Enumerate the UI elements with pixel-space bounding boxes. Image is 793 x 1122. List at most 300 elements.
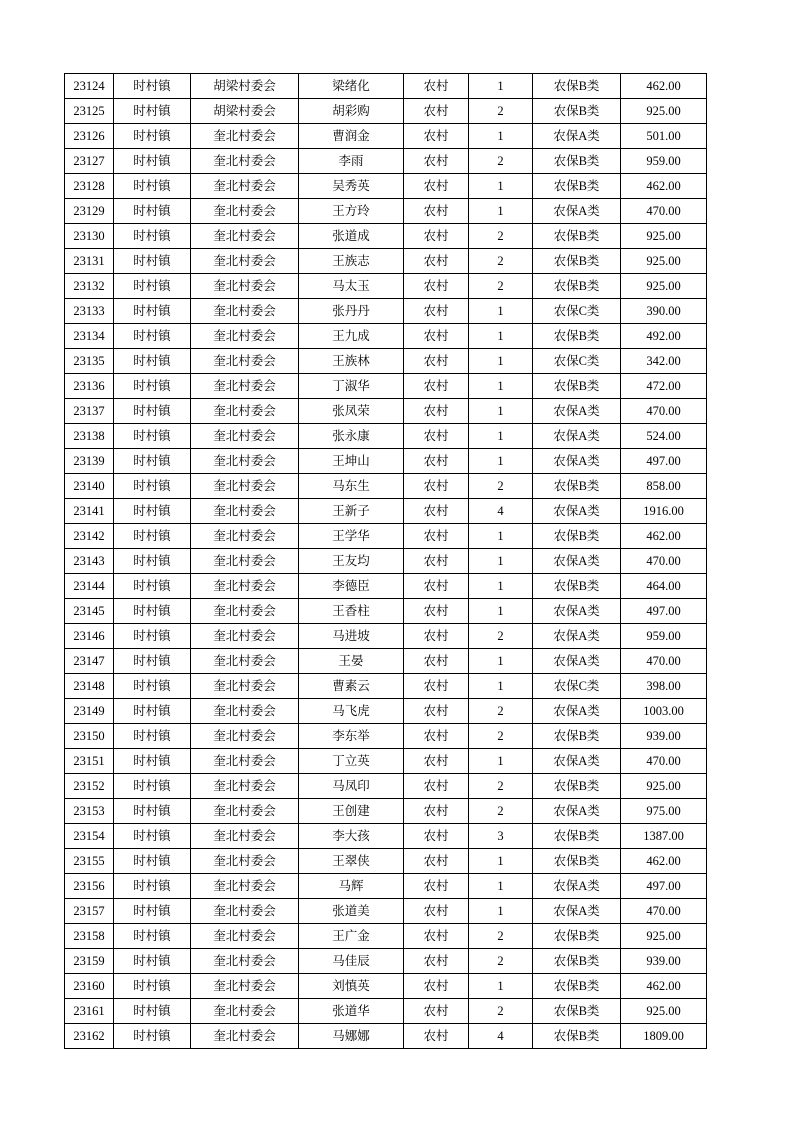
table-cell-type: 农村 — [404, 649, 469, 674]
table-cell-category: 农保A类 — [533, 899, 621, 924]
table-cell-id: 23146 — [65, 624, 114, 649]
table-cell-amount: 470.00 — [621, 549, 707, 574]
table-cell-category: 农保B类 — [533, 974, 621, 999]
table-cell-count: 1 — [469, 849, 533, 874]
table-cell-village: 奎北村委会 — [191, 374, 299, 399]
table-row — [65, 424, 707, 449]
table-cell-category: 农保B类 — [533, 1024, 621, 1049]
table-cell-amount: 925.00 — [621, 924, 707, 949]
table-cell-type: 农村 — [404, 974, 469, 999]
table-cell-town: 时村镇 — [114, 424, 191, 449]
table-cell-count: 1 — [469, 424, 533, 449]
table-cell-type: 农村 — [404, 1024, 469, 1049]
table-cell-category: 农保B类 — [533, 74, 621, 99]
table-cell-id: 23155 — [65, 849, 114, 874]
table-cell-count: 2 — [469, 224, 533, 249]
table-row — [65, 449, 707, 474]
table-cell-town: 时村镇 — [114, 824, 191, 849]
table-row — [65, 199, 707, 224]
table-cell-name: 马进坡 — [299, 624, 404, 649]
table-cell-id: 23129 — [65, 199, 114, 224]
table-cell-village: 奎北村委会 — [191, 849, 299, 874]
table-cell-town: 时村镇 — [114, 974, 191, 999]
table-cell-town: 时村镇 — [114, 674, 191, 699]
table-cell-count: 2 — [469, 274, 533, 299]
table-cell-type: 农村 — [404, 574, 469, 599]
table-cell-village: 奎北村委会 — [191, 874, 299, 899]
table-row — [65, 174, 707, 199]
table-cell-type: 农村 — [404, 599, 469, 624]
table-row — [65, 74, 707, 99]
table-cell-id: 23160 — [65, 974, 114, 999]
table-cell-amount: 470.00 — [621, 199, 707, 224]
table-cell-town: 时村镇 — [114, 574, 191, 599]
table-cell-amount: 925.00 — [621, 99, 707, 124]
table-cell-name: 马辉 — [299, 874, 404, 899]
table-cell-id: 23130 — [65, 224, 114, 249]
table-cell-category: 农保A类 — [533, 399, 621, 424]
table-cell-type: 农村 — [404, 449, 469, 474]
table-cell-town: 时村镇 — [114, 149, 191, 174]
table-cell-amount: 1916.00 — [621, 499, 707, 524]
table-cell-village: 奎北村委会 — [191, 349, 299, 374]
table-cell-count: 3 — [469, 824, 533, 849]
table-cell-name: 张凤荣 — [299, 399, 404, 424]
table-cell-village: 胡梁村委会 — [191, 74, 299, 99]
table-cell-id: 23145 — [65, 599, 114, 624]
table-cell-count: 2 — [469, 724, 533, 749]
table-row — [65, 399, 707, 424]
table-cell-town: 时村镇 — [114, 724, 191, 749]
table-cell-category: 农保B类 — [533, 774, 621, 799]
table-cell-name: 张道华 — [299, 999, 404, 1024]
table-cell-town: 时村镇 — [114, 124, 191, 149]
table-cell-name: 刘慎英 — [299, 974, 404, 999]
table-cell-name: 马佳辰 — [299, 949, 404, 974]
table-cell-type: 农村 — [404, 549, 469, 574]
table-cell-count: 1 — [469, 399, 533, 424]
table-cell-amount: 1003.00 — [621, 699, 707, 724]
table-cell-type: 农村 — [404, 999, 469, 1024]
table-row — [65, 149, 707, 174]
table-cell-village: 奎北村委会 — [191, 174, 299, 199]
table-cell-amount: 1387.00 — [621, 824, 707, 849]
table-cell-name: 王新子 — [299, 499, 404, 524]
table-cell-category: 农保A类 — [533, 124, 621, 149]
table-row — [65, 774, 707, 799]
table-cell-id: 23140 — [65, 474, 114, 499]
table-cell-name: 马飞虎 — [299, 699, 404, 724]
table-cell-name: 王广金 — [299, 924, 404, 949]
table-cell-name: 李东举 — [299, 724, 404, 749]
table-cell-count: 1 — [469, 599, 533, 624]
table-cell-name: 王族林 — [299, 349, 404, 374]
table-cell-count: 1 — [469, 199, 533, 224]
table-row — [65, 624, 707, 649]
table-cell-amount: 925.00 — [621, 774, 707, 799]
table-cell-town: 时村镇 — [114, 999, 191, 1024]
table-cell-category: 农保B类 — [533, 524, 621, 549]
table-cell-category: 农保A类 — [533, 649, 621, 674]
table-row — [65, 224, 707, 249]
table-cell-name: 李雨 — [299, 149, 404, 174]
table-cell-name: 马东生 — [299, 474, 404, 499]
table-cell-village: 奎北村委会 — [191, 624, 299, 649]
table-cell-category: 农保A类 — [533, 499, 621, 524]
table-cell-category: 农保B类 — [533, 249, 621, 274]
table-cell-town: 时村镇 — [114, 499, 191, 524]
table-cell-category: 农保B类 — [533, 999, 621, 1024]
table-cell-village: 奎北村委会 — [191, 199, 299, 224]
table-cell-town: 时村镇 — [114, 849, 191, 874]
table-cell-village: 奎北村委会 — [191, 274, 299, 299]
table-cell-type: 农村 — [404, 399, 469, 424]
table-cell-id: 23147 — [65, 649, 114, 674]
table-cell-type: 农村 — [404, 499, 469, 524]
table-cell-count: 1 — [469, 449, 533, 474]
table-cell-id: 23133 — [65, 299, 114, 324]
table-cell-type: 农村 — [404, 949, 469, 974]
table-cell-village: 奎北村委会 — [191, 1024, 299, 1049]
table-cell-type: 农村 — [404, 299, 469, 324]
table-cell-town: 时村镇 — [114, 199, 191, 224]
table-row — [65, 474, 707, 499]
table-cell-name: 王晏 — [299, 649, 404, 674]
table-row — [65, 299, 707, 324]
table-cell-name: 丁立英 — [299, 749, 404, 774]
table-cell-count: 2 — [469, 999, 533, 1024]
table-cell-name: 梁绪化 — [299, 74, 404, 99]
table-cell-village: 奎北村委会 — [191, 299, 299, 324]
table-cell-category: 农保B类 — [533, 324, 621, 349]
table-cell-count: 1 — [469, 874, 533, 899]
table-cell-id: 23127 — [65, 149, 114, 174]
table-cell-village: 奎北村委会 — [191, 724, 299, 749]
table-row — [65, 824, 707, 849]
table-cell-count: 1 — [469, 974, 533, 999]
table-cell-type: 农村 — [404, 199, 469, 224]
table-cell-amount: 470.00 — [621, 749, 707, 774]
table-cell-name: 王族志 — [299, 249, 404, 274]
table-cell-name: 马娜娜 — [299, 1024, 404, 1049]
table-row — [65, 124, 707, 149]
table-cell-type: 农村 — [404, 824, 469, 849]
table-cell-category: 农保B类 — [533, 849, 621, 874]
table-cell-type: 农村 — [404, 74, 469, 99]
table-cell-category: 农保B类 — [533, 224, 621, 249]
table-cell-type: 农村 — [404, 374, 469, 399]
table-cell-category: 农保A类 — [533, 799, 621, 824]
table-cell-amount: 492.00 — [621, 324, 707, 349]
table-cell-name: 曹润金 — [299, 124, 404, 149]
table-cell-town: 时村镇 — [114, 899, 191, 924]
table-cell-village: 奎北村委会 — [191, 999, 299, 1024]
table-cell-category: 农保A类 — [533, 599, 621, 624]
table-row — [65, 349, 707, 374]
table-cell-name: 李德臣 — [299, 574, 404, 599]
table-cell-type: 农村 — [404, 674, 469, 699]
table-cell-name: 张道成 — [299, 224, 404, 249]
table-cell-category: 农保A类 — [533, 449, 621, 474]
table-cell-village: 奎北村委会 — [191, 149, 299, 174]
table-cell-id: 23159 — [65, 949, 114, 974]
table-cell-name: 王香柱 — [299, 599, 404, 624]
table-cell-id: 23150 — [65, 724, 114, 749]
table-cell-amount: 462.00 — [621, 849, 707, 874]
table-cell-name: 张丹丹 — [299, 299, 404, 324]
table-row — [65, 574, 707, 599]
table-cell-name: 王方玲 — [299, 199, 404, 224]
table-cell-id: 23124 — [65, 74, 114, 99]
table-row — [65, 674, 707, 699]
table-cell-town: 时村镇 — [114, 874, 191, 899]
table-row — [65, 949, 707, 974]
table-cell-count: 2 — [469, 699, 533, 724]
table-cell-type: 农村 — [404, 174, 469, 199]
table-cell-count: 2 — [469, 149, 533, 174]
table-row — [65, 724, 707, 749]
table-cell-id: 23136 — [65, 374, 114, 399]
table-row — [65, 249, 707, 274]
table-cell-count: 1 — [469, 674, 533, 699]
table-cell-category: 农保A类 — [533, 424, 621, 449]
table-cell-id: 23143 — [65, 549, 114, 574]
table-cell-name: 马太玉 — [299, 274, 404, 299]
table-cell-village: 胡梁村委会 — [191, 99, 299, 124]
table-cell-id: 23161 — [65, 999, 114, 1024]
table-cell-category: 农保B类 — [533, 374, 621, 399]
table-cell-amount: 975.00 — [621, 799, 707, 824]
table-cell-type: 农村 — [404, 324, 469, 349]
table-cell-name: 王创建 — [299, 799, 404, 824]
table-cell-id: 23126 — [65, 124, 114, 149]
table-cell-village: 奎北村委会 — [191, 699, 299, 724]
table-cell-count: 1 — [469, 524, 533, 549]
table-cell-amount: 1809.00 — [621, 1024, 707, 1049]
table-cell-count: 1 — [469, 74, 533, 99]
table-cell-name: 王坤山 — [299, 449, 404, 474]
table-cell-id: 23154 — [65, 824, 114, 849]
table-cell-town: 时村镇 — [114, 924, 191, 949]
table-cell-id: 23156 — [65, 874, 114, 899]
table-cell-id: 23148 — [65, 674, 114, 699]
table-cell-village: 奎北村委会 — [191, 224, 299, 249]
table-cell-name: 曹素云 — [299, 674, 404, 699]
table-cell-id: 23151 — [65, 749, 114, 774]
table-cell-id: 23162 — [65, 1024, 114, 1049]
table-cell-village: 奎北村委会 — [191, 599, 299, 624]
table-cell-town: 时村镇 — [114, 599, 191, 624]
table-cell-village: 奎北村委会 — [191, 574, 299, 599]
table-cell-category: 农保B类 — [533, 949, 621, 974]
table-cell-amount: 470.00 — [621, 899, 707, 924]
table-cell-count: 1 — [469, 899, 533, 924]
table-cell-category: 农保A类 — [533, 624, 621, 649]
table-cell-village: 奎北村委会 — [191, 124, 299, 149]
table-cell-id: 23142 — [65, 524, 114, 549]
table-cell-amount: 462.00 — [621, 74, 707, 99]
table-cell-category: 农保B类 — [533, 924, 621, 949]
table-cell-id: 23141 — [65, 499, 114, 524]
table-row — [65, 974, 707, 999]
table-cell-town: 时村镇 — [114, 524, 191, 549]
table-cell-amount: 925.00 — [621, 224, 707, 249]
table-cell-amount: 939.00 — [621, 724, 707, 749]
data-table — [64, 73, 707, 1049]
table-cell-town: 时村镇 — [114, 249, 191, 274]
table-cell-count: 1 — [469, 299, 533, 324]
table-cell-name: 胡彩购 — [299, 99, 404, 124]
table-cell-count: 2 — [469, 949, 533, 974]
table-cell-type: 农村 — [404, 474, 469, 499]
table-row — [65, 599, 707, 624]
table-cell-name: 马凤印 — [299, 774, 404, 799]
table-cell-count: 1 — [469, 549, 533, 574]
table-cell-amount: 464.00 — [621, 574, 707, 599]
table-cell-amount: 925.00 — [621, 249, 707, 274]
table-cell-type: 农村 — [404, 799, 469, 824]
table-cell-town: 时村镇 — [114, 749, 191, 774]
table-cell-town: 时村镇 — [114, 1024, 191, 1049]
table-cell-category: 农保B类 — [533, 724, 621, 749]
table-cell-amount: 925.00 — [621, 999, 707, 1024]
table-cell-count: 2 — [469, 99, 533, 124]
table-row — [65, 1024, 707, 1049]
table-row — [65, 999, 707, 1024]
table-cell-category: 农保B类 — [533, 99, 621, 124]
table-cell-type: 农村 — [404, 699, 469, 724]
table-row — [65, 874, 707, 899]
table-cell-town: 时村镇 — [114, 99, 191, 124]
table-cell-village: 奎北村委会 — [191, 749, 299, 774]
table-cell-count: 1 — [469, 349, 533, 374]
table-cell-town: 时村镇 — [114, 624, 191, 649]
table-row — [65, 849, 707, 874]
table-cell-amount: 390.00 — [621, 299, 707, 324]
table-cell-id: 23128 — [65, 174, 114, 199]
table-cell-type: 农村 — [404, 99, 469, 124]
table-cell-count: 2 — [469, 624, 533, 649]
table-cell-amount: 470.00 — [621, 649, 707, 674]
table-cell-amount: 959.00 — [621, 149, 707, 174]
table-cell-id: 23134 — [65, 324, 114, 349]
table-cell-village: 奎北村委会 — [191, 974, 299, 999]
table-cell-count: 4 — [469, 499, 533, 524]
table-cell-town: 时村镇 — [114, 774, 191, 799]
table-cell-type: 农村 — [404, 749, 469, 774]
table-cell-count: 2 — [469, 774, 533, 799]
table-cell-village: 奎北村委会 — [191, 449, 299, 474]
table-cell-town: 时村镇 — [114, 449, 191, 474]
table-cell-name: 张永康 — [299, 424, 404, 449]
table-cell-category: 农保A类 — [533, 549, 621, 574]
table-cell-village: 奎北村委会 — [191, 499, 299, 524]
table-cell-type: 农村 — [404, 849, 469, 874]
table-body — [65, 74, 707, 1049]
table-cell-id: 23135 — [65, 349, 114, 374]
table-cell-type: 农村 — [404, 899, 469, 924]
table-cell-id: 23137 — [65, 399, 114, 424]
table-row — [65, 99, 707, 124]
table-row — [65, 924, 707, 949]
table-cell-amount: 925.00 — [621, 274, 707, 299]
table-cell-town: 时村镇 — [114, 399, 191, 424]
table-cell-village: 奎北村委会 — [191, 424, 299, 449]
table-cell-category: 农保A类 — [533, 749, 621, 774]
table-cell-category: 农保A类 — [533, 199, 621, 224]
table-cell-category: 农保B类 — [533, 149, 621, 174]
table-cell-name: 王友均 — [299, 549, 404, 574]
table-cell-type: 农村 — [404, 424, 469, 449]
table-cell-name: 王学华 — [299, 524, 404, 549]
table-cell-category: 农保B类 — [533, 474, 621, 499]
table-cell-category: 农保C类 — [533, 299, 621, 324]
table-row — [65, 899, 707, 924]
table-cell-amount: 497.00 — [621, 449, 707, 474]
table-cell-name: 王九成 — [299, 324, 404, 349]
table-cell-village: 奎北村委会 — [191, 924, 299, 949]
table-cell-amount: 497.00 — [621, 874, 707, 899]
table-cell-village: 奎北村委会 — [191, 324, 299, 349]
table-cell-town: 时村镇 — [114, 224, 191, 249]
table-cell-amount: 398.00 — [621, 674, 707, 699]
table-cell-category: 农保A类 — [533, 699, 621, 724]
table-cell-village: 奎北村委会 — [191, 674, 299, 699]
table-cell-count: 1 — [469, 174, 533, 199]
table-cell-town: 时村镇 — [114, 374, 191, 399]
table-cell-village: 奎北村委会 — [191, 649, 299, 674]
table-cell-amount: 524.00 — [621, 424, 707, 449]
table-row — [65, 374, 707, 399]
table-cell-name: 张道美 — [299, 899, 404, 924]
table-cell-type: 农村 — [404, 774, 469, 799]
table-row — [65, 499, 707, 524]
table-cell-village: 奎北村委会 — [191, 824, 299, 849]
table-cell-village: 奎北村委会 — [191, 549, 299, 574]
table-cell-category: 农保B类 — [533, 274, 621, 299]
table-cell-town: 时村镇 — [114, 799, 191, 824]
table-cell-category: 农保B类 — [533, 574, 621, 599]
table-cell-amount: 497.00 — [621, 599, 707, 624]
table-row — [65, 799, 707, 824]
table-cell-type: 农村 — [404, 124, 469, 149]
table-cell-id: 23125 — [65, 99, 114, 124]
table-cell-category: 农保B类 — [533, 824, 621, 849]
table-cell-amount: 470.00 — [621, 399, 707, 424]
table-cell-town: 时村镇 — [114, 949, 191, 974]
table-cell-count: 1 — [469, 124, 533, 149]
table-cell-type: 农村 — [404, 274, 469, 299]
table-cell-id: 23138 — [65, 424, 114, 449]
table-cell-name: 李大孩 — [299, 824, 404, 849]
table-cell-village: 奎北村委会 — [191, 524, 299, 549]
table-row — [65, 699, 707, 724]
table-cell-village: 奎北村委会 — [191, 249, 299, 274]
table-cell-town: 时村镇 — [114, 349, 191, 374]
table-cell-village: 奎北村委会 — [191, 899, 299, 924]
table-cell-count: 2 — [469, 924, 533, 949]
table-cell-town: 时村镇 — [114, 474, 191, 499]
table-cell-category: 农保C类 — [533, 349, 621, 374]
table-cell-count: 2 — [469, 474, 533, 499]
table-cell-id: 23153 — [65, 799, 114, 824]
table-cell-village: 奎北村委会 — [191, 774, 299, 799]
table-cell-amount: 462.00 — [621, 174, 707, 199]
table-cell-name: 王翠侠 — [299, 849, 404, 874]
table-cell-town: 时村镇 — [114, 274, 191, 299]
table-cell-town: 时村镇 — [114, 299, 191, 324]
table-cell-type: 农村 — [404, 149, 469, 174]
